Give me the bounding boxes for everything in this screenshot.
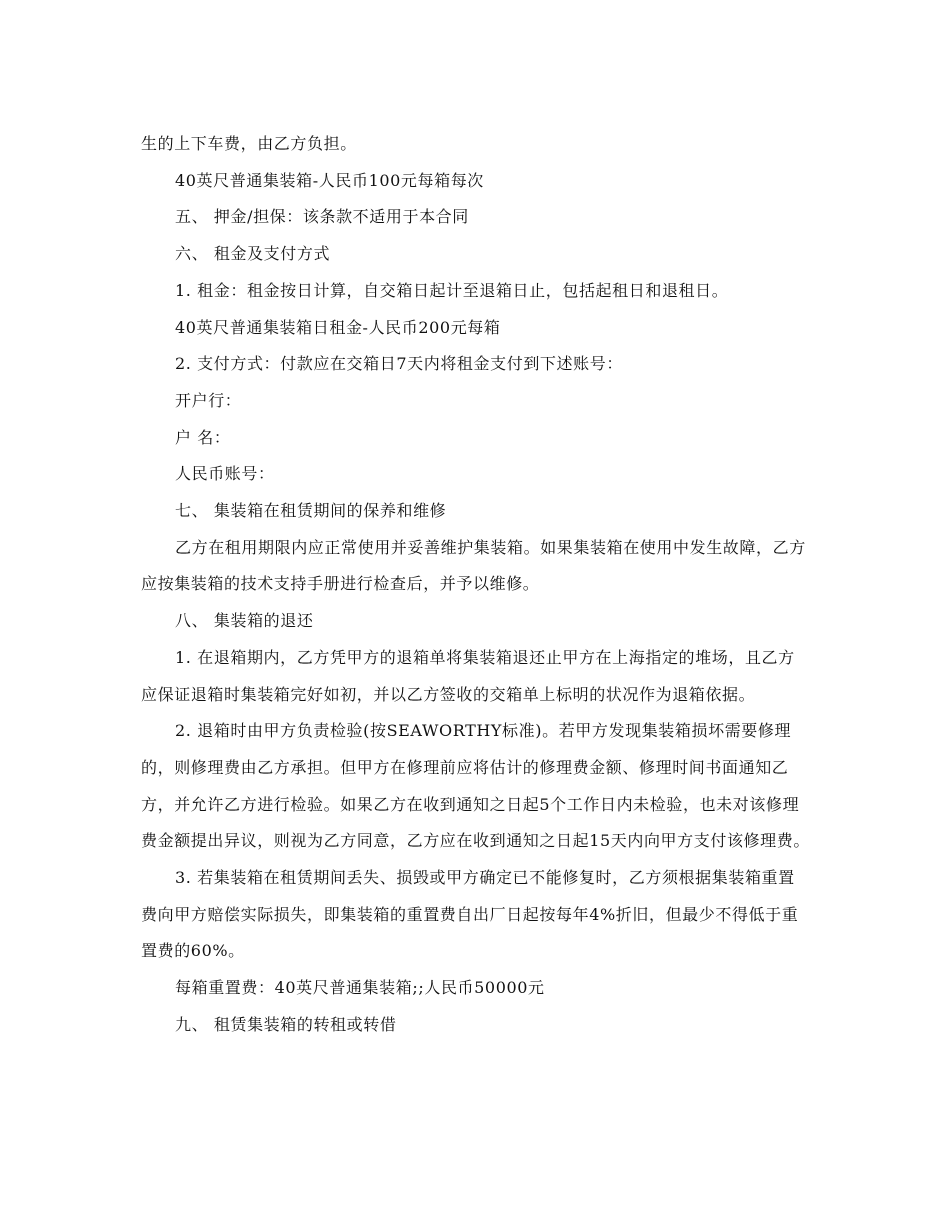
paragraph-maintenance: 乙方在租用期限内应正常使用并妥善维护集装箱。如果集装箱在使用中发生故障，乙方应按集装箱的技术支持手册进行检查后，并予以维修。 (141, 537, 806, 594)
section-heading-9: 九、 租赁集装箱的转租或转借 (175, 1014, 397, 1034)
paragraph-rent: 1. 租金：租金按日计算，自交箱日起计至退箱日止，包括起租日和退租日。 (175, 280, 729, 300)
paragraph-payment: 2. 支付方式：付款应在交箱日7天内将租金支付到下述账号： (175, 354, 623, 374)
document-body (141, 126, 811, 1044)
paragraph-replacement-fee: 每箱重置费：40英尺普通集装箱;;人民币50000元 (175, 978, 545, 998)
paragraph-return-2: 2. 退箱时由甲方负责检验(按SEAWORTHY标准)。若甲方发现集装箱损坏需要修理的，则修理费由乙方承担。但甲方在修理前应将估计的修理费金额、修理时间书面通知乙方，并允许乙方进行检验。如果乙方在收到通知之日起5个工作日内未检验，也未对该修理费金额提出异议，则视为乙方同意，乙方应在收到通知之日起15天内向甲方支付该修理费。 (141, 721, 810, 851)
paragraph-1: 生的上下车费，由乙方负担。 (141, 134, 357, 153)
section-heading-8: 八、 集装箱的退还 (175, 611, 314, 631)
paragraph-daily-rent: 40英尺普通集装箱日租金-人民币200元每箱 (175, 317, 501, 337)
field-account-name: 户 名： (175, 427, 231, 447)
section-heading-7: 七、 集装箱在租赁期间的保养和维修 (175, 501, 447, 521)
paragraph-2: 40英尺普通集装箱-人民币100元每箱每次 (175, 170, 484, 190)
paragraph-return-1: 1. 在退箱期内，乙方凭甲方的退箱单将集装箱退还止甲方在上海指定的堆场，且乙方应保证退箱时集装箱完好如初，并以乙方签收的交箱单上标明的状况作为退箱依据。 (141, 647, 795, 704)
field-account-number: 人民币账号： (175, 464, 275, 484)
section-heading-5: 五、 押金/担保：该条款不适用于本合同 (175, 207, 469, 227)
paragraph-return-3: 3. 若集装箱在租赁期间丢失、损毁或甲方确定已不能修复时，乙方须根据集装箱重置费向甲方赔偿实际损失，即集装箱的重置费自出厂日起按每年4%折旧，但最少不得低于重置费的60%。 (141, 868, 799, 961)
section-heading-6: 六、 租金及支付方式 (175, 244, 331, 264)
field-bank: 开户行： (175, 390, 242, 410)
